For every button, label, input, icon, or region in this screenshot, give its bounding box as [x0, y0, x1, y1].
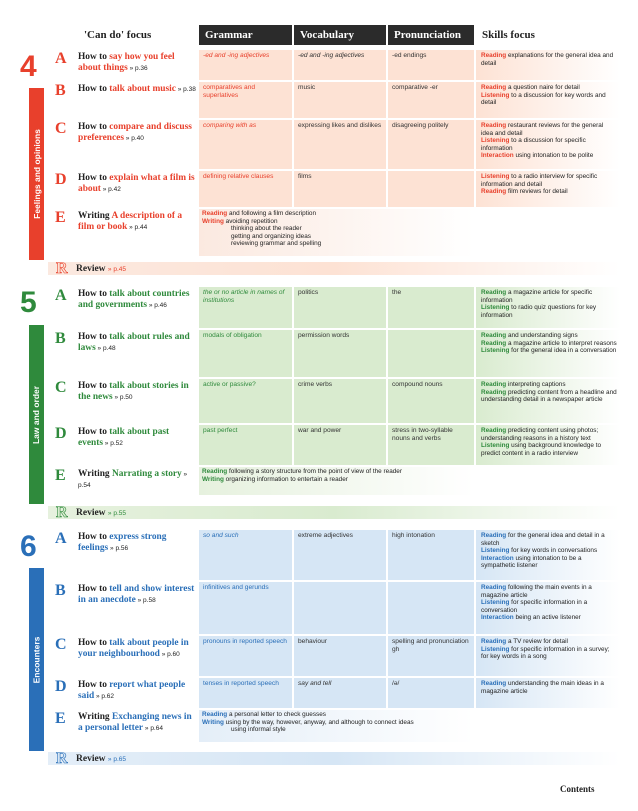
lesson-focus: talk about past events [78, 427, 170, 448]
review-page: » p.45 [107, 265, 126, 273]
lesson-page: » p.40 [124, 135, 144, 142]
lesson-page: » p.48 [95, 345, 116, 352]
pronunciation-cell [388, 171, 474, 207]
lesson-page: » p.64 [143, 725, 163, 732]
unit-number: 4 [20, 50, 37, 83]
skills-cell [479, 425, 619, 459]
writing-skill-line: Writing organizing information to entertain a reader [202, 475, 348, 483]
lesson-title[interactable] [78, 427, 196, 449]
pronunciation-cell: comparative -er [388, 82, 474, 118]
skill-line: Listening to a radio interview for specific information and detail [481, 173, 598, 188]
lesson-title[interactable] [78, 712, 196, 734]
lesson-lead: How to [78, 532, 110, 542]
skills-cell [479, 582, 619, 624]
lesson-letter: A [55, 530, 67, 547]
vocabulary-cell: permission words [294, 330, 386, 377]
pronunciation-cell [388, 582, 474, 634]
lesson-page: » p.56 [108, 545, 129, 552]
grammar-cell: -ed and -ing adjectives [199, 50, 292, 80]
skill-line: Listening for specific information in a survey; for key words in a song [481, 645, 610, 661]
review-letter: R [56, 503, 68, 521]
lesson-lead: How to [78, 584, 110, 594]
pronunciation-cell: compound nouns [388, 379, 474, 423]
lesson-lead: How to [78, 52, 110, 62]
skill-line: Reading a magazine article to interpret reasons [481, 339, 617, 347]
vocabulary-cell: crime verbs [294, 379, 386, 423]
review-letter: R [56, 259, 68, 277]
lesson-title[interactable] [78, 332, 196, 354]
skill-line: Reading explanations for the general idea and detail [481, 52, 614, 67]
lesson-title[interactable] [78, 289, 196, 311]
grammar-cell: pronouns in reported speech [199, 636, 292, 676]
skill-line: Reading a magazine article for specific information [481, 289, 593, 304]
pronunciation-cell: the [388, 287, 474, 328]
lesson-letter: D [55, 678, 67, 695]
lesson-page: » p.62 [94, 693, 115, 700]
lesson-page: » p.50 [112, 394, 133, 401]
grammar-cell: active or passive? [199, 379, 292, 423]
writing-skill-line: using informal style [231, 726, 286, 734]
unit-title-bar [29, 88, 44, 260]
skill-line: Reading interpreting captions [481, 381, 566, 388]
review-label: Review » p.55 [76, 507, 126, 518]
skill-line: Reading restaurant reviews for the general idea and detail [481, 122, 604, 137]
skills-cell [479, 120, 619, 162]
lesson-letter: D [55, 425, 67, 442]
grammar-cell: so and such [199, 530, 292, 580]
header-skills: Skills focus [482, 29, 535, 41]
lesson-focus: report what people said [78, 680, 186, 701]
header-can-do: 'Can do' focus [84, 29, 152, 41]
vocabulary-cell: music [294, 82, 386, 118]
writing-skill-line: Writing avoiding repetition [202, 217, 278, 225]
lesson-page: » p.52 [103, 440, 123, 447]
unit-number: 5 [20, 286, 37, 319]
lesson-letter: E [55, 710, 66, 727]
grammar-cell: modals of obligation [199, 330, 292, 377]
header-pronunciation: Pronunciation [388, 25, 474, 45]
pronunciation-cell [388, 330, 474, 377]
vocabulary-cell: war and power [294, 425, 386, 465]
footer-contents: Contents [560, 784, 595, 794]
lesson-letter: C [55, 636, 67, 653]
lesson-page: » p.38 [175, 86, 196, 93]
skill-line: Reading a TV review for detail [481, 638, 568, 645]
writing-skill-line: thinking about the reader [231, 225, 302, 233]
skills-cell [479, 379, 619, 406]
grammar-cell: defining relative clauses [199, 171, 292, 207]
unit-title: Encounters [31, 636, 42, 683]
lesson-letter: B [55, 582, 66, 599]
grammar-cell: the or no article in names of institutions [199, 287, 292, 328]
lesson-title[interactable] [78, 211, 196, 233]
lesson-title[interactable] [78, 680, 196, 702]
lesson-focus: compare and discuss preferences [78, 122, 192, 143]
vocabulary-cell: behaviour [294, 636, 386, 676]
skill-line: Listening for specific information in a conversation [481, 599, 588, 614]
lesson-page: » p.58 [135, 597, 156, 604]
skill-line: Listening for the general idea in a conversation [481, 347, 617, 355]
pronunciation-cell: disagreeing politely [388, 120, 474, 169]
lesson-focus: Narrating a story [111, 469, 182, 479]
skill-line: Reading following the main events in a magazine article [481, 584, 592, 599]
lesson-title[interactable] [78, 84, 196, 95]
pronunciation-cell: -ed endings [388, 50, 474, 80]
lesson-lead: How to [78, 381, 110, 391]
pronunciation-cell: /ə/ [388, 678, 474, 708]
skill-line: Listening using background knowledge to predict content in a radio interview [481, 442, 602, 457]
writing-skill-line: Reading a personal letter to check guesses [202, 711, 326, 718]
lesson-focus: tell and show interest in an anecdote [78, 584, 195, 605]
lesson-lead: How to [78, 84, 110, 94]
skills-cell [479, 50, 619, 69]
writing-skills [202, 210, 472, 248]
pronunciation-cell: high intonation [388, 530, 474, 580]
skill-line: Interaction using intonation to be polite [481, 152, 594, 160]
lesson-focus: Exchanging news in a personal letter [78, 712, 192, 733]
lesson-letter: B [55, 330, 66, 347]
skill-line: Reading film reviews for detail [481, 188, 568, 196]
vocabulary-cell [294, 582, 386, 634]
review-row[interactable] [48, 749, 620, 767]
pronunciation-cell: stress in two-syllable nouns and verbs [388, 425, 474, 465]
vocabulary-cell: extreme adjectives [294, 530, 386, 580]
vocabulary-cell: politics [294, 287, 386, 328]
skill-line: Reading predicting content from a headline and understanding detail in a newspaper article [481, 388, 617, 404]
review-letter: R [56, 749, 68, 767]
lesson-focus: explain what a film is about [78, 173, 195, 194]
lesson-letter: C [55, 120, 67, 137]
unit-title-bar [29, 325, 44, 504]
grammar-cell: past perfect [199, 425, 292, 465]
skill-line: Reading and understanding signs [481, 332, 578, 339]
lesson-title[interactable] [78, 638, 196, 660]
lesson-letter: A [55, 287, 67, 304]
lesson-page: » p.44 [127, 224, 148, 231]
lesson-lead: Writing [78, 712, 112, 722]
vocabulary-cell: expressing likes and dislikes [294, 120, 386, 169]
unit-title: Law and order [31, 385, 42, 444]
skill-line: Listening to radio quiz questions for key information [481, 304, 597, 319]
lesson-lead: Writing [78, 469, 112, 479]
skill-line: Reading a question naire for detail [481, 84, 580, 91]
review-page: » p.55 [107, 509, 126, 517]
header-grammar: Grammar [199, 25, 292, 45]
lesson-focus: talk about stories in the news [78, 381, 189, 402]
skills-cell [479, 171, 619, 198]
lesson-lead: How to [78, 173, 110, 183]
grammar-cell: comparing with as [199, 120, 292, 169]
lesson-title[interactable] [78, 469, 196, 491]
skill-line: Reading understanding the main ideas in a magazine article [481, 680, 604, 695]
vocabulary-cell: -ed and -ing adjectives [294, 50, 386, 80]
lesson-focus: talk about people in your neighbourhood [78, 638, 189, 659]
review-label: Review » p.45 [76, 263, 126, 274]
vocabulary-cell: films [294, 171, 386, 207]
lesson-focus: talk about rules and laws [78, 332, 190, 353]
writing-skills [202, 711, 472, 734]
skill-line: Listening for key words in conversations [481, 547, 598, 555]
skills-cell [479, 82, 619, 109]
skills-cell [479, 530, 619, 572]
review-page: » p.65 [107, 755, 126, 763]
unit-title-bar [29, 568, 44, 751]
lesson-page: » p.46 [147, 302, 167, 309]
lesson-page: » p.36 [127, 65, 148, 72]
lesson-title[interactable] [78, 122, 196, 144]
pronunciation-cell: spelling and pronunciation gh [388, 636, 474, 676]
lesson-letter: C [55, 379, 67, 396]
lesson-focus: express strong feelings [78, 532, 167, 553]
lesson-focus: say how you feel about things [78, 52, 175, 73]
lesson-lead: How to [78, 427, 110, 437]
unit-number: 6 [20, 530, 37, 563]
grammar-cell: infinitives and gerunds [199, 582, 292, 634]
writing-skill-line: getting and organizing ideas [231, 232, 311, 240]
lesson-lead: How to [78, 680, 110, 690]
lesson-title[interactable] [78, 381, 196, 403]
lesson-lead: How to [78, 638, 110, 648]
lesson-page: » p.42 [100, 186, 121, 193]
lesson-focus: A description of a film or book [78, 211, 183, 232]
writing-skill-line: Reading and following a film description [202, 210, 317, 217]
writing-skill-line: Writing using by the way, however, anyway, and although to connect ideas [202, 718, 414, 726]
lesson-title[interactable] [78, 584, 196, 606]
skill-line: Reading for the general idea and detail in a sketch [481, 532, 605, 547]
lesson-page: » p.60 [159, 651, 180, 658]
review-row[interactable] [48, 259, 620, 277]
lesson-letter: D [55, 171, 67, 188]
skill-line: Listening to a discussion for key words and detail [481, 91, 606, 107]
lesson-letter: E [55, 209, 66, 226]
writing-skill-line: reviewing grammar and spelling [231, 240, 322, 248]
grammar-cell: comparatives and superlatives [199, 82, 292, 118]
skills-cell [479, 287, 619, 321]
lesson-page: » p.54 [78, 471, 188, 489]
skills-cell [479, 678, 619, 697]
vocabulary-cell: say and tell [294, 678, 386, 708]
skill-line: Interaction using intonation to be a sympathetic listener [481, 554, 582, 570]
skill-line: Interaction being an active listener [481, 614, 581, 622]
lesson-lead: Writing [78, 211, 112, 221]
lesson-title[interactable] [78, 532, 196, 554]
writing-skill-line: Reading following a story structure from the point of view of the reader [202, 468, 402, 475]
lesson-letter: E [55, 467, 66, 484]
unit-title: Feelings and opinions [31, 129, 42, 219]
lesson-lead: How to [78, 289, 110, 299]
lesson-focus: talk about music [109, 84, 176, 94]
lesson-title[interactable] [78, 52, 196, 74]
lesson-letter: A [55, 50, 67, 67]
skills-cell [479, 330, 619, 357]
lesson-letter: B [55, 82, 66, 99]
skill-line: Reading predicting content using photos; understanding reasons in a history text [481, 427, 599, 442]
review-row[interactable] [48, 503, 620, 521]
writing-skills [202, 468, 472, 483]
lesson-lead: How to [78, 122, 110, 132]
grammar-cell: tenses in reported speech [199, 678, 292, 708]
lesson-focus: talk about countries and governments [78, 289, 190, 310]
skill-line: Listening to a discussion for specific information [481, 137, 586, 152]
header-vocabulary: Vocabulary [294, 25, 386, 45]
skills-cell [479, 636, 619, 663]
review-label: Review » p.65 [76, 753, 126, 764]
lesson-lead: How to [78, 332, 110, 342]
lesson-title[interactable] [78, 173, 196, 195]
